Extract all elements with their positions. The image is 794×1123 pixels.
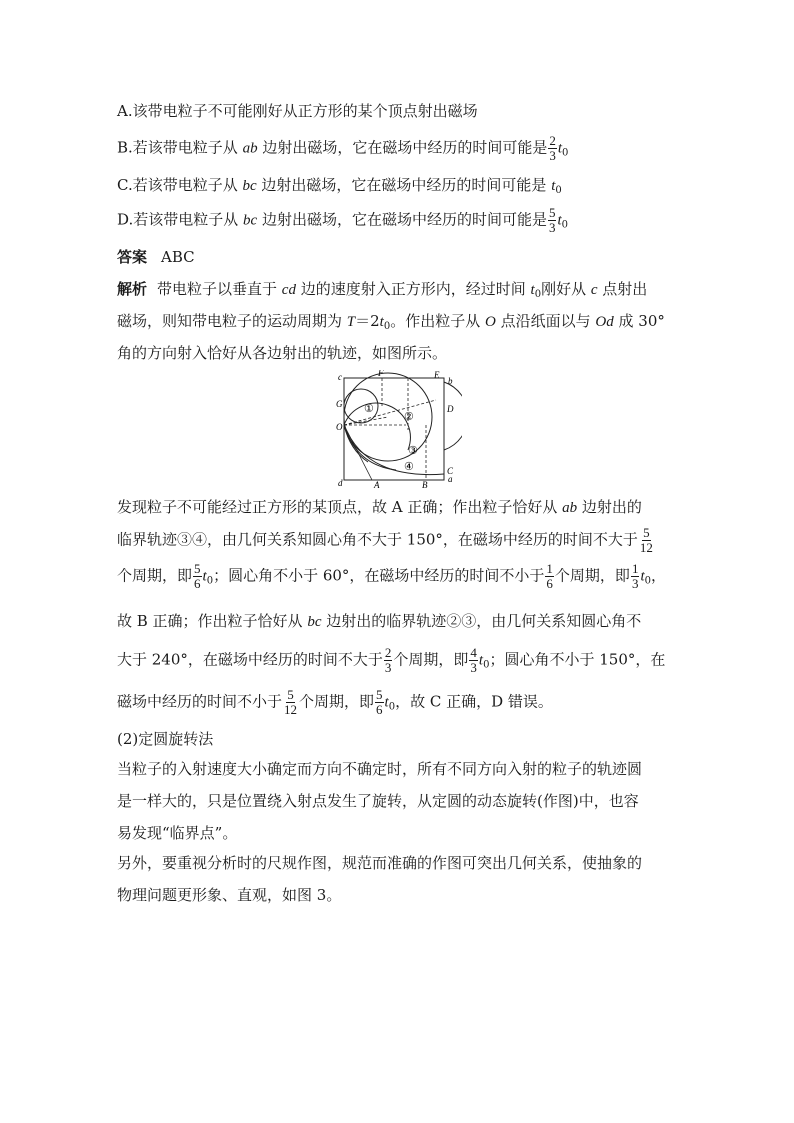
guide-line [344,400,436,425]
answer-line [117,246,195,268]
option-d-prefix: D.若该带电粒子从 [117,210,244,229]
analysis-text: 个周期，即 [554,566,630,585]
option-d-den: 3 [548,220,556,235]
method-paragraph-line [117,758,642,780]
label-c: c [338,372,342,382]
method-paragraph-line [117,852,642,874]
label-G: G [336,399,343,409]
option-a-text: A.该带电粒子不可能刚好从正方形的某个顶点射出磁场 [117,102,478,120]
t0-sub: 0 [562,147,569,159]
t0-sub: 0 [483,659,490,671]
analysis-line-3 [117,342,447,364]
analysis-line-8 [117,646,665,675]
method-heading-text: (2)定圆旋转法 [117,730,214,748]
fraction-num: 1 [631,561,639,576]
analysis-line-2 [117,310,665,333]
fraction [375,688,384,717]
analysis-line-4 [117,496,642,519]
option-d [117,206,568,235]
t0-sub: 0 [555,185,562,196]
label-circle-1: ① [364,403,374,415]
guide-line [344,425,372,480]
t0-sub: 0 [644,575,651,587]
analysis-var: Od [595,314,614,330]
fraction-den: 3 [631,576,639,591]
method-paragraph-line [117,790,639,812]
analysis-text: 边射出的临界轨迹②③，由几何关系知圆心角不 [321,612,642,630]
analysis-var: T [346,314,356,330]
t0-sub: 0 [383,321,391,332]
t0-sub: 0 [561,219,569,231]
trajectory-arc-small [344,425,368,462]
t0-sub: 0 [534,289,542,300]
option-b-mid: 边射出磁场，它在磁场中经历的时间可能是 [257,138,548,157]
t0-var: t [557,212,562,229]
option-b-edge: ab [242,140,258,157]
option-d-edge: bc [243,212,258,229]
t0-sub: 0 [206,575,214,587]
option-a [117,100,478,122]
analysis-text: 发现粒子不可能经过正方形的某顶点，故 A 正确；作出粒子恰好从 [117,498,563,516]
method-text: 是一样大的，只是位置绕入射点发生了旋转，从定圆的动态旋转(作图)中，也容 [117,792,639,810]
method-text: 当粒子的入射速度大小确定而方向不确定时，所有不同方向入射的粒子的轨迹圆 [117,760,643,778]
option-b-num: 2 [549,133,556,148]
option-c-prefix: C.若该带电粒子从 [117,176,243,194]
answer-label: 答案 [117,248,148,266]
square-boundary [344,378,444,480]
fraction-den: 6 [194,576,201,591]
analysis-text: 大于 240°，在磁场中经历的时间不大于 [117,650,383,669]
label-d: d [338,478,343,488]
analysis-label: 解析 [117,280,148,298]
fraction-den: 12 [284,702,298,717]
label-B: B [422,480,428,488]
option-b-fraction [548,134,557,163]
option-b-den: 3 [549,148,556,163]
label-b: b [448,376,453,386]
t0-var: t [530,282,535,298]
method-heading [117,728,213,750]
analysis-text: 角的方向射入恰好从各边射出的轨迹，如图所示。 [117,344,448,362]
fraction [469,646,478,675]
option-d-fraction [548,206,557,235]
trajectory-figure [336,370,462,488]
trajectory-outer-arc [444,382,462,450]
analysis-text: 个周期，即 [393,650,469,669]
label-E: E [434,370,440,380]
fraction [384,646,393,675]
fraction-den: 12 [639,540,653,555]
label-A: A [374,480,380,488]
method-paragraph-line [117,884,341,906]
guide-line [344,417,388,425]
analysis-text: 临界轨迹③④，由几何关系知圆心角不大于 150°，在磁场中经历的时间不大于 [117,530,638,549]
analysis-text: 点射出 [597,280,648,298]
fraction-num: 2 [384,645,392,660]
analysis-text: ， [650,566,666,585]
analysis-line-1 [117,278,647,301]
option-b-prefix: B.若该带电粒子从 [117,138,243,157]
fraction [193,562,202,591]
analysis-var: c [590,282,598,298]
method-text: 物理问题更形象、直观，如图 3。 [117,886,342,904]
label-F: F [378,370,384,378]
analysis-line-6 [117,562,666,591]
fraction-num: 1 [546,561,553,576]
t0-sub: 0 [388,701,396,713]
fraction [639,526,654,555]
analysis-text: 边射出的 [577,498,642,516]
analysis-text: 个周期，即 [117,566,193,585]
fraction-den: 3 [470,660,477,675]
fraction-num: 4 [470,645,477,660]
analysis-line-9 [117,688,553,717]
label-circle-4: ④ [404,461,414,473]
option-b [117,134,568,163]
fraction-den: 3 [384,660,392,675]
fraction-num: 5 [643,525,650,540]
option-c-mid: 边射出磁场，它在磁场中经历的时间可能是 [256,176,552,194]
t0-var: t [557,140,563,157]
analysis-line-5 [117,526,655,555]
analysis-text: 边的速度射入正方形内，经过时间 [295,280,531,298]
analysis-text: ；圆心角不小于 60°，在磁场中经历的时间不小于 [213,566,545,585]
analysis-text: 个周期，即 [299,692,375,711]
label-O: O [336,422,343,432]
t0-var: t [478,652,484,669]
trajectory-arc-lower [344,425,396,470]
method-paragraph-line [117,822,237,844]
analysis-text: ；圆心角不小于 150°，在 [489,650,666,669]
analysis-var: cd [281,282,296,298]
t0-var: t [551,178,556,194]
label-a: a [448,474,453,484]
analysis-text: 成 30° [613,312,665,330]
t0-var: t [379,314,384,330]
analysis-line-7 [117,610,641,633]
analysis-text: 磁场中经历的时间不小于 [117,692,283,711]
method-text: 易发现“临界点”。 [117,824,238,842]
fraction [283,688,298,717]
method-text: 另外，要重视分析时的尺规作图，规范而准确的作图可突出几何关系，使抽象的 [117,854,643,872]
label-C: C [447,466,454,476]
option-d-num: 5 [548,205,556,220]
analysis-text: ＝2 [355,312,380,330]
analysis-text: 故 B 正确；作出粒子恰好从 [117,612,308,630]
fraction-num: 5 [287,687,294,702]
option-c-edge: bc [242,178,257,194]
option-c [117,174,562,197]
label-circle-3: ③ [408,445,418,457]
answer-value: ABC [161,248,195,266]
analysis-text: 。作出粒子从 [390,312,485,330]
label-circle-2: ② [404,411,414,423]
fraction-den: 6 [546,576,553,591]
option-d-mid: 边射出磁场，它在磁场中经历的时间可能是 [257,210,547,229]
analysis-text: 刚好从 [541,280,591,298]
analysis-var: bc [307,614,322,630]
t0-var: t [640,568,645,585]
analysis-text: 磁场，则知带电粒子的运动周期为 [117,312,347,330]
analysis-text: 带电粒子以垂直于 [157,280,282,298]
label-D: D [447,404,454,414]
analysis-var: O [485,314,496,330]
analysis-var: ab [562,500,578,516]
fraction [545,562,554,591]
fraction-num: 5 [194,561,201,576]
fraction-num: 5 [376,687,383,702]
t0-var: t [202,568,207,585]
fraction-den: 6 [376,702,383,717]
fraction [631,562,640,591]
t0-var: t [384,694,389,711]
analysis-text: ，故 C 正确，D 错误。 [395,692,553,711]
analysis-text: 点沿纸面以与 [495,312,596,330]
